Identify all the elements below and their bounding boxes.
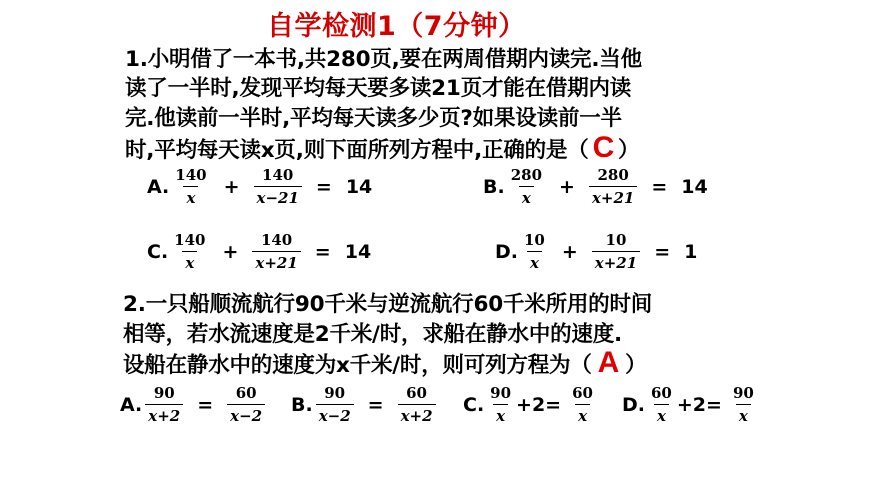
denominator: x — [519, 186, 534, 206]
q2-option-a — [120, 386, 265, 424]
numerator: 140 — [260, 231, 293, 249]
fraction — [252, 233, 300, 271]
denominator: x+2 — [398, 404, 436, 424]
fraction — [172, 168, 209, 206]
numerator: 60 — [406, 384, 427, 402]
denominator: x+21 — [592, 251, 640, 271]
q1-option-b — [483, 168, 708, 206]
q1-option-d — [495, 233, 697, 271]
page-title: 自学检测1（7分钟） — [267, 11, 526, 42]
numerator: 140 — [262, 166, 294, 184]
fraction — [521, 233, 548, 271]
numerator: 90 — [153, 384, 175, 402]
equals-sign: = — [654, 241, 671, 263]
fraction — [589, 168, 637, 206]
equals-sign: = — [197, 394, 214, 416]
plus-sign: + — [561, 241, 578, 263]
equals-sign: = — [314, 241, 331, 263]
numerator: 140 — [175, 166, 207, 184]
q2-line-3-text: 设船在静水中的速度为x千米/时，则可列方程为（ — [123, 353, 592, 378]
denominator: x — [575, 404, 590, 424]
fraction — [648, 386, 675, 424]
q1-line-2: 读了一半时,发现平均每天要多读21页才能在借期内读 — [125, 76, 632, 101]
fraction — [508, 168, 545, 206]
denominator: x — [527, 251, 542, 271]
q1-close-paren: ） — [618, 138, 640, 163]
denominator: x−2 — [227, 404, 265, 424]
rhs-value: 14 — [344, 241, 372, 263]
q1-option-a — [147, 168, 372, 206]
plus-sign: + — [223, 176, 240, 198]
numerator: 60 — [235, 384, 257, 402]
fraction — [398, 386, 436, 424]
rhs-value: 14 — [345, 176, 373, 198]
option-letter: C. — [147, 241, 169, 263]
option-letter: C. — [463, 394, 485, 416]
option-letter: A. — [147, 176, 170, 198]
numerator: 90 — [324, 384, 346, 402]
q1-line-1: 1.小明借了一本书,共280页,要在两周借期内读完.当他 — [125, 47, 642, 72]
numerator: 60 — [572, 384, 593, 402]
q1-line-3: 完.他读前一半时,平均每天读多少页?如果设读前一半 — [125, 106, 622, 131]
denominator: x — [493, 404, 508, 424]
q2-line-1: 2.一只船顺流航行90千米与逆流航行60千米所用的时间 — [123, 292, 653, 317]
denominator: x+2 — [145, 404, 183, 424]
q1-line-4-text: 时,平均每天读x页,则下面所列方程中,正确的是（ — [125, 138, 589, 163]
option-letter: A. — [120, 394, 143, 416]
option-letter: D. — [622, 394, 645, 416]
q2-line-2: 相等，若水流速度是2千米/时，求船在静水中的速度. — [123, 322, 622, 347]
rhs-value: 1 — [684, 241, 698, 263]
q2-option-b — [291, 386, 436, 424]
denominator: x−21 — [254, 186, 302, 206]
plus-sign: + — [559, 176, 575, 198]
rhs-value: 14 — [681, 176, 708, 198]
plus-sign: + — [222, 241, 239, 263]
denominator: x+21 — [589, 186, 637, 206]
fraction — [227, 386, 265, 424]
numerator: 60 — [651, 384, 672, 402]
plus-two-equals: +2= — [516, 394, 562, 416]
q1-answer: C — [592, 131, 615, 164]
denominator: x — [182, 251, 197, 271]
numerator: 140 — [174, 231, 206, 249]
denominator: x−2 — [316, 404, 354, 424]
fraction — [145, 386, 183, 424]
fraction — [316, 386, 354, 424]
fraction — [569, 386, 596, 424]
denominator: x — [654, 404, 669, 424]
equals-sign: = — [651, 176, 668, 198]
denominator: x — [183, 186, 198, 206]
q2-answer: A — [597, 346, 620, 379]
fraction — [730, 386, 757, 424]
option-letter: D. — [495, 241, 518, 263]
denominator: x+21 — [252, 251, 300, 271]
fraction — [171, 233, 208, 271]
numerator: 10 — [524, 231, 545, 249]
q1-line-4 — [125, 131, 639, 165]
plus-two-equals: +2= — [676, 394, 722, 416]
q2-option-c — [463, 386, 596, 424]
fraction — [592, 233, 640, 271]
fraction — [254, 168, 302, 206]
numerator: 280 — [510, 166, 543, 184]
equals-sign: = — [315, 176, 332, 198]
q1-option-c — [147, 233, 371, 271]
q2-line-3 — [123, 346, 646, 380]
option-letter: B. — [291, 394, 313, 416]
equals-sign: = — [367, 394, 384, 416]
fraction — [487, 386, 514, 424]
denominator: x — [736, 404, 751, 424]
q2-close-paren: ） — [625, 353, 647, 378]
numerator: 10 — [605, 231, 627, 249]
option-letter: B. — [483, 176, 505, 198]
q2-option-d — [622, 386, 757, 424]
numerator: 280 — [597, 166, 629, 184]
numerator: 90 — [732, 384, 754, 402]
numerator: 90 — [490, 384, 512, 402]
